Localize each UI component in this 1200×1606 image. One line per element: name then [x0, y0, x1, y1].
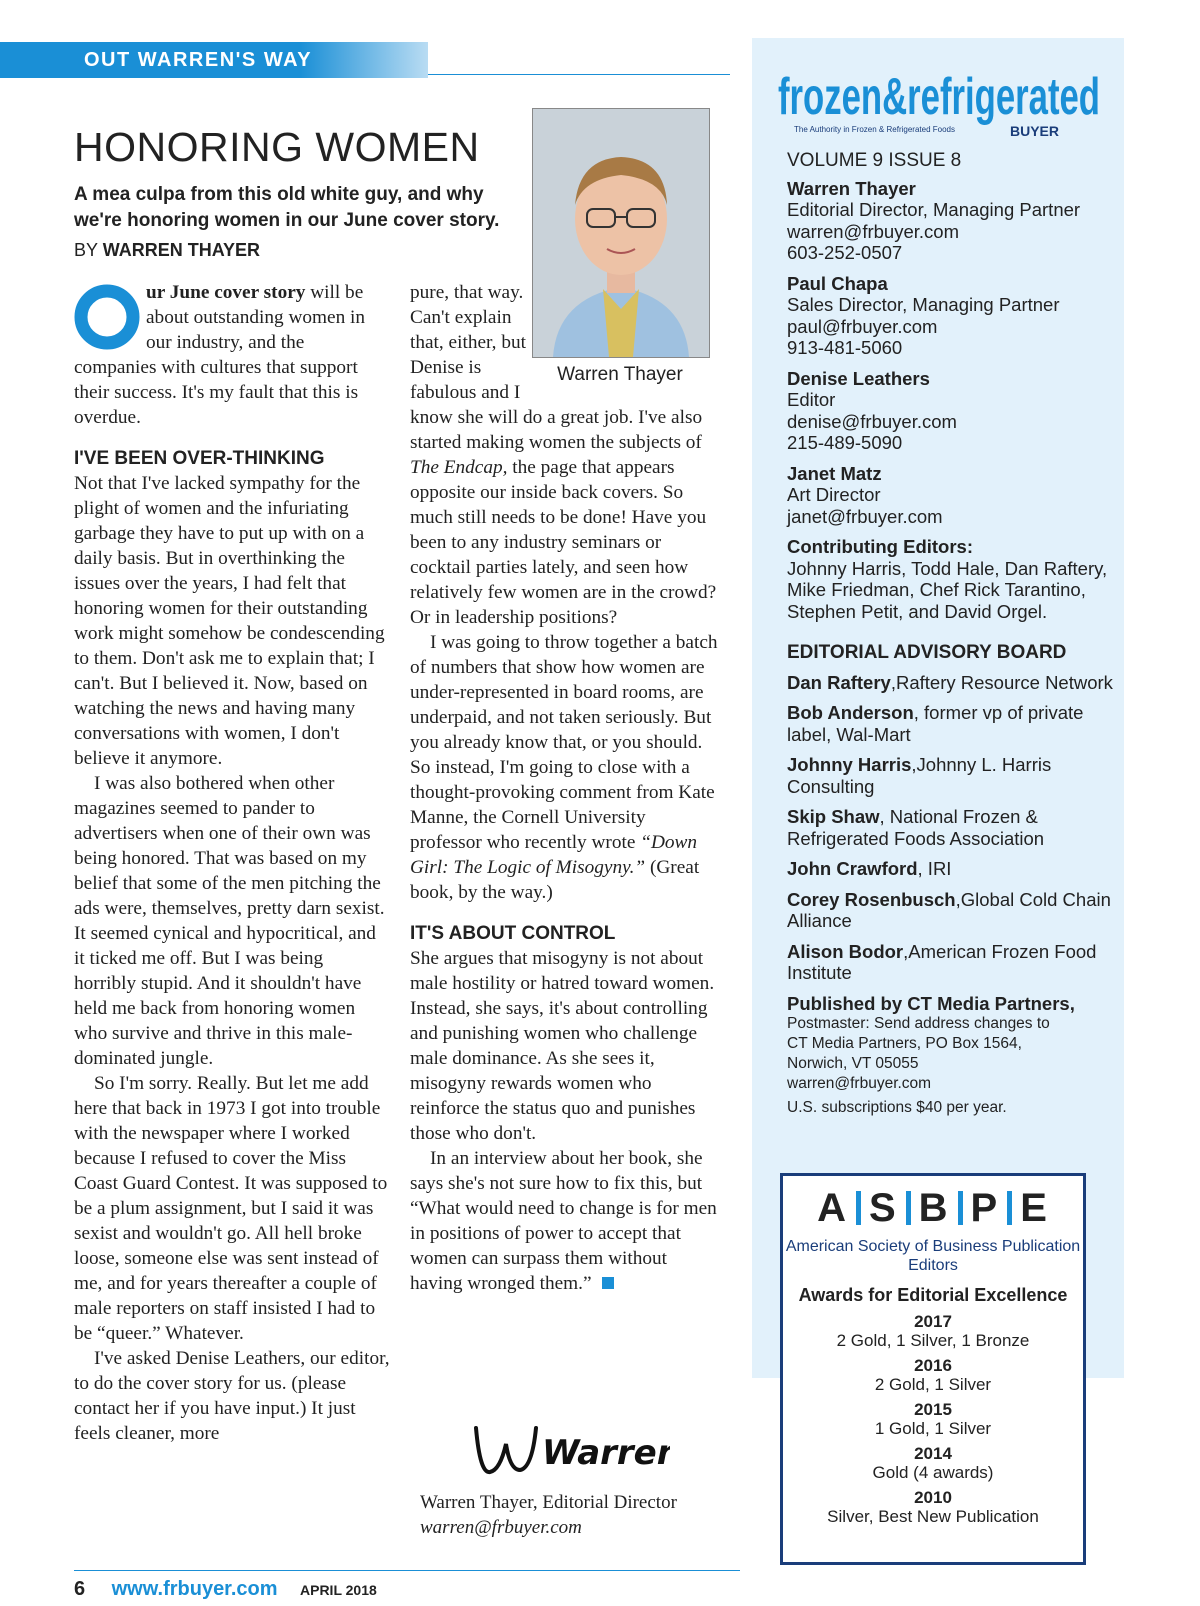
signature-block — [420, 1490, 677, 1540]
asbpe-letter: B — [918, 1186, 950, 1230]
postmaster-line: Postmaster: Send address changes to — [787, 1015, 1050, 1032]
footer-url-link[interactable]: www.frbuyer.com — [111, 1578, 278, 1600]
staff-entry — [787, 463, 1117, 528]
signature-email[interactable]: warren@frbuyer.com — [420, 1517, 582, 1538]
paragraph: I've asked Denise Leathers, our editor, to do the cover story for us. (please contact her if you have input.) It just feels cleaner, more — [74, 1348, 390, 1444]
board-org: Raftery Resource Network — [895, 671, 1113, 693]
lead-bold-text: ur June cover story — [146, 282, 306, 303]
board-sep: , — [955, 888, 961, 910]
paragraph-text: In an interview about her book, she says she's not sure how to fix this, but “What would need to change is for men in positions of power to accept that women can surpass them without having wronged them.” — [410, 1148, 717, 1294]
award-result: Gold (4 awards) — [872, 1463, 994, 1482]
staff-name: Paul Chapa — [787, 272, 888, 294]
magazine-logo — [778, 62, 1108, 142]
staff-email[interactable]: warren@frbuyer.com — [787, 220, 959, 242]
staff-email[interactable]: paul@frbuyer.com — [787, 315, 938, 337]
logo-buyer: BUYER — [1010, 123, 1060, 139]
award-result: 2 Gold, 1 Silver, 1 Bronze — [836, 1331, 1030, 1350]
asbpe-letter: E — [1020, 1186, 1049, 1230]
contributing-editors — [787, 536, 1117, 622]
asbpe-divider — [958, 1191, 963, 1225]
board-list — [787, 672, 1117, 984]
photo-caption: Warren Thayer — [557, 364, 683, 385]
staff-role: Editor — [787, 389, 836, 410]
award-year: 2015 — [914, 1400, 952, 1419]
staff-role: Editorial Director, Managing Partner — [787, 199, 1081, 220]
board-org: IRI — [922, 858, 952, 879]
contrib-label: Contributing Editors: — [787, 536, 973, 557]
staff-phone: 913-481-5060 — [787, 337, 903, 358]
lead-paragraph — [74, 280, 390, 430]
board-name: Johnny Harris — [787, 754, 912, 775]
board-sep: , — [879, 806, 885, 827]
board-member — [787, 889, 1117, 932]
byline-prefix: BY — [74, 240, 98, 260]
masthead-content — [787, 150, 1117, 1118]
contrib-names: Johnny Harris, Todd Hale, Dan Raftery, Mike Friedman, Chef Rick Tarantino, Stephen Petit, and David Orgel. — [787, 557, 1108, 622]
footer-rule — [74, 1570, 740, 1571]
issue-date: APRIL 2018 — [300, 1582, 377, 1598]
board-org: former vp of private label, Wal-Mart — [787, 702, 1084, 745]
section-header-bar — [0, 42, 428, 78]
photo-wrap-spacer — [526, 280, 722, 398]
board-name: Dan Raftery — [787, 671, 891, 693]
board-name: Corey Rosenbusch — [787, 888, 956, 910]
paragraph-text: the page that appears opposite our inside back covers. So much still needs to be done! Have you been to any industry seminars or cocktail parties lately, and seen how relatively few women are in the crowd? Or in leadership positions? — [410, 457, 717, 628]
signature-text: Warren — [542, 1433, 670, 1473]
article-column-2 — [410, 280, 722, 1296]
staff-email[interactable]: denise@frbuyer.com — [787, 410, 957, 432]
board-member — [787, 806, 1117, 849]
staff-list — [787, 178, 1117, 528]
paragraph-text: (Great book, by the way.) — [410, 857, 700, 903]
postmaster-email[interactable]: warren@frbuyer.com — [787, 1075, 932, 1092]
board-org: Johnny L. Harris Consulting — [787, 754, 1052, 797]
page-number: 6 — [74, 1578, 86, 1600]
award-year: 2010 — [914, 1488, 952, 1507]
byline-name: WARREN THAYER — [102, 240, 261, 260]
paragraph — [410, 630, 722, 905]
board-sep: , — [911, 754, 917, 775]
asbpe-awards-box — [780, 1173, 1086, 1565]
paragraph-text: I was going to throw together a batch of numbers that show how women are under-represented in board rooms, are underpaid, and not taken seriously. But you already know that, or you should. So instead, I'm going to close with a thought-provoking comment from Kate Manne, the Cornell University professor who recently wrote — [410, 632, 718, 853]
award-result: 2 Gold, 1 Silver — [874, 1375, 992, 1394]
awards-title: Awards for Editorial Excellence — [798, 1285, 1068, 1305]
board-member — [787, 754, 1117, 797]
paragraph: So I'm sorry. Really. But let me add here that back in 1973 I got into trouble with the newspaper where I worked because I refused to cover the Miss Coast Guard Contest. It was supposed to be a plum assignment, but I said it was sexist and wouldn't go. All hell broke loose, someone else was sent instead of me, and for years thereafter a couple of male reporters on staff insisted I had to be “queer.” Whatever. — [74, 1073, 388, 1344]
page-footer — [74, 1578, 377, 1601]
asbpe-org: American Society of Business Publication Editors — [785, 1238, 1081, 1274]
staff-phone: 603-252-0507 — [787, 242, 903, 263]
paragraph-text: pure, that way. Can't explain that, either, but Denise is fabulous and I know she will do a great job. I've also started making women the subjects of — [410, 282, 703, 453]
board-sep: , — [890, 671, 896, 693]
board-org: Global Cold Chain Alliance — [787, 888, 1111, 931]
publisher-line: Published by CT Media Partners, — [787, 992, 1075, 1014]
byline — [74, 240, 260, 261]
article-subtitle: A mea culpa from this old white guy, and why we're honoring women in our June cover story. — [74, 184, 500, 231]
staff-email[interactable]: janet@frbuyer.com — [787, 505, 943, 527]
endcap-title: The Endcap, — [410, 457, 508, 478]
staff-name: Warren Thayer — [787, 177, 916, 199]
board-member — [787, 702, 1117, 745]
board-member — [787, 941, 1117, 984]
paragraph: Not that I've lacked sympathy for the plight of women and the infuriating garbage they have to put up with on a daily basis. But in overthinking the issues over the years, I had felt that honoring women for their outstanding work might somehow be condescending to them. Don't ask me to explain that; I can't. But I believed it. Now, based on watching the news and having many conversations with women, I don't believe it anymore. — [74, 473, 385, 769]
board-org: American Frozen Food Institute — [787, 940, 1097, 983]
logo-tagline: The Authority in Frozen & Refrigerated Foods — [794, 125, 955, 134]
award-list — [783, 1312, 1083, 1526]
board-name: Skip Shaw — [787, 806, 880, 827]
award-result: Silver, Best New Publication — [827, 1507, 1039, 1526]
postmaster-line: CT Media Partners, PO Box 1564, — [787, 1035, 1022, 1052]
drop-cap-o-icon — [74, 284, 140, 350]
article-title: HONORING WOMEN — [74, 124, 480, 170]
asbpe-divider — [1007, 1191, 1012, 1225]
lead-text: will be about outstanding women in our industry, and the companies with cultures that support their success. It's my fault that this is overdue. — [74, 282, 366, 428]
board-sep: , — [913, 702, 919, 723]
board-name: John Crawford — [787, 858, 918, 879]
subhead-overthinking: I'VE BEEN OVER-THINKING — [74, 448, 325, 469]
postmaster-line: Norwich, VT 05055 — [787, 1055, 919, 1072]
board-member — [787, 672, 1117, 694]
asbpe-logo — [783, 1186, 1083, 1231]
asbpe-letter: S — [868, 1186, 898, 1230]
end-mark-icon — [602, 1277, 614, 1289]
paragraph: She argues that misogyny is not about male hostility or hatred toward women. Instead, she says, it's about controlling and punishing women who challenge male dominance. As she sees it, misogyny rewards women who reinforce the status quo and punishes those who don't. — [410, 948, 715, 1144]
staff-role: Sales Director, Managing Partner — [787, 294, 1060, 315]
board-name: Bob Anderson — [787, 702, 914, 723]
staff-name: Janet Matz — [787, 462, 882, 484]
award-result: 1 Gold, 1 Silver — [874, 1419, 992, 1438]
paragraph: I was also bothered when other magazines seemed to pander to advertisers when one of their own was being honored. That was based on my belief that some of the men pitching the ads were, themselves, pretty darn sexist. It seemed cynical and hypocritical, and it ticked me off. But I was being horribly stupid. And it shouldn't have held me back from honoring women who survive and thrive in this male-dominated jungle. — [74, 773, 385, 1069]
asbpe-letter: A — [817, 1186, 848, 1230]
book-title: “Down Girl: The Logic of Misogyny.” — [410, 832, 698, 878]
paragraph — [410, 1146, 722, 1296]
staff-name: Denise Leathers — [787, 367, 930, 389]
award-year: 2016 — [914, 1356, 952, 1375]
signature — [470, 1414, 670, 1491]
board-member — [787, 858, 1117, 880]
board-heading: EDITORIAL ADVISORY BOARD — [787, 642, 1067, 663]
section-label: OUT WARREN'S WAY — [84, 49, 313, 71]
frozen-refrigerated-buyer-logo — [778, 62, 1108, 142]
handwritten-signature — [470, 1414, 670, 1486]
staff-phone: 215-489-5090 — [787, 432, 903, 453]
board-org: National Frozen & Refrigerated Foods Association — [787, 806, 1045, 849]
signature-title: Warren Thayer, Editorial Director — [420, 1492, 677, 1513]
staff-entry — [787, 178, 1117, 264]
asbpe-divider — [906, 1191, 911, 1225]
staff-role: Art Director — [787, 484, 881, 505]
subscriptions: U.S. subscriptions $40 per year. — [787, 1099, 1007, 1116]
staff-entry — [787, 368, 1117, 454]
asbpe-divider — [856, 1191, 861, 1225]
volume-issue: VOLUME 9 ISSUE 8 — [787, 150, 962, 171]
award-year: 2014 — [914, 1444, 952, 1463]
award-year: 2017 — [914, 1312, 952, 1331]
staff-entry — [787, 273, 1117, 359]
board-sep: , — [903, 940, 909, 962]
header-rule — [428, 74, 730, 75]
logo-wordmark: frozen&refrigerated — [778, 68, 1100, 126]
article-column-1 — [74, 280, 390, 1446]
board-sep: , — [917, 858, 923, 879]
subhead-control: IT'S ABOUT CONTROL — [410, 923, 616, 944]
board-name: Alison Bodor — [787, 940, 904, 962]
asbpe-letter: P — [970, 1186, 1000, 1230]
